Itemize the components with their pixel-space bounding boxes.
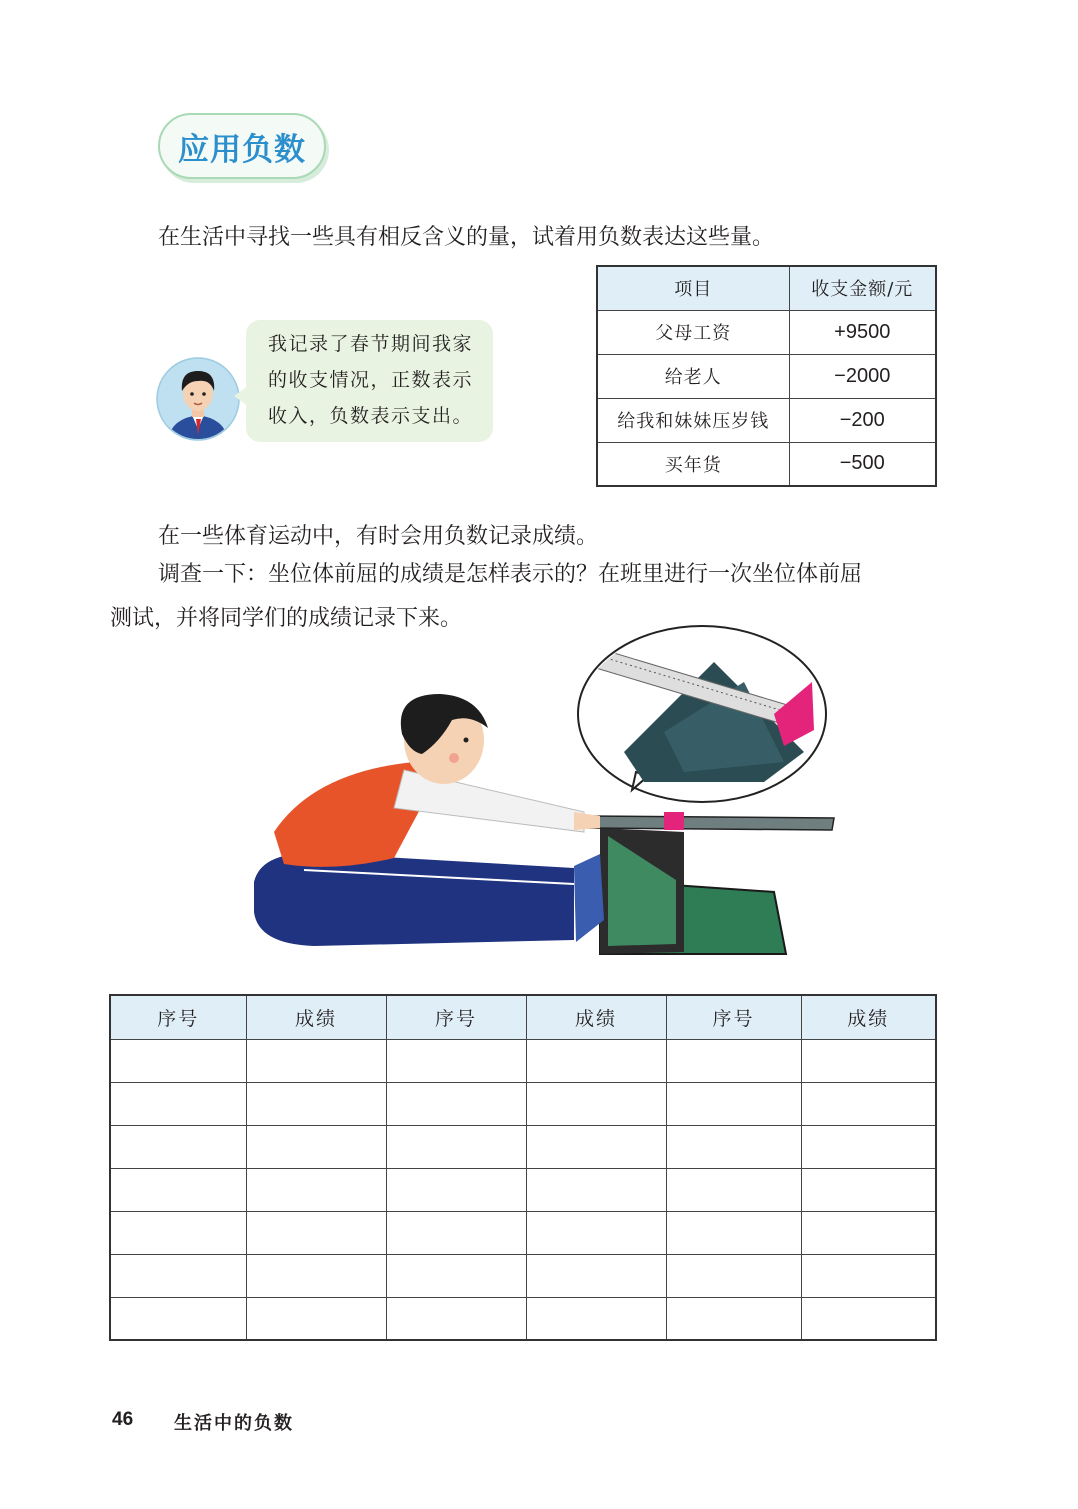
item-cell: 给老人 [597,354,789,398]
score-cell[interactable] [526,1168,666,1211]
score-cell[interactable] [246,1082,386,1125]
score-cell[interactable] [801,1082,936,1125]
table-row [110,1125,936,1168]
number-cell[interactable] [386,1125,526,1168]
table-row [110,1297,936,1340]
score-cell[interactable] [246,1211,386,1254]
table-row [597,398,936,442]
score-record-table [109,994,937,1341]
column-header-score: 成绩 [801,995,936,1039]
item-cell: 父母工资 [597,310,789,354]
score-cell[interactable] [801,1254,936,1297]
column-header-item: 项目 [597,266,789,310]
intro-text: 在生活中寻找一些具有相反含义的量，试着用负数表达这些量。 [158,225,775,250]
section-title: 应用负数 [158,113,326,179]
column-header-number: 序号 [110,995,246,1039]
score-cell[interactable] [801,1211,936,1254]
number-cell[interactable] [386,1039,526,1082]
income-expense-table [596,265,937,487]
item-cell: 买年货 [597,442,789,486]
score-cell[interactable] [801,1039,936,1082]
item-cell: 给我和妹妹压岁钱 [597,398,789,442]
number-cell[interactable] [666,1039,801,1082]
number-cell[interactable] [110,1168,246,1211]
number-cell[interactable] [110,1125,246,1168]
number-cell[interactable] [666,1254,801,1297]
score-cell[interactable] [246,1254,386,1297]
table-row [110,1039,936,1082]
number-cell[interactable] [666,1082,801,1125]
score-cell[interactable] [246,1297,386,1340]
table-row [110,1254,936,1297]
speech-bubble-tail [234,386,248,406]
number-cell[interactable] [386,1168,526,1211]
number-cell[interactable] [666,1168,801,1211]
number-cell[interactable] [386,1211,526,1254]
boy-avatar [156,357,240,441]
table-row [110,1082,936,1125]
score-cell[interactable] [526,1297,666,1340]
column-header-score: 成绩 [526,995,666,1039]
survey-text-line1: 调查一下：坐位体前屈的成绩是怎样表示的？在班里进行一次坐位体前屈 [158,562,863,587]
sit-and-reach-illustration [244,622,840,962]
amount-cell: +9500 [789,310,936,354]
number-cell[interactable] [110,1254,246,1297]
table-row [597,442,936,486]
score-cell[interactable] [526,1082,666,1125]
number-cell[interactable] [110,1297,246,1340]
score-cell[interactable] [246,1039,386,1082]
number-cell[interactable] [386,1254,526,1297]
table-row [597,310,936,354]
score-table-body [110,1039,936,1340]
score-cell[interactable] [526,1211,666,1254]
score-cell[interactable] [246,1125,386,1168]
table-row [597,354,936,398]
column-header-amount: 收支金额/元 [789,266,936,310]
number-cell[interactable] [110,1211,246,1254]
score-cell[interactable] [801,1297,936,1340]
column-header-number: 序号 [666,995,801,1039]
amount-cell: −500 [789,442,936,486]
score-cell[interactable] [526,1254,666,1297]
speech-bubble-text: 我记录了春节期间我家 的收支情况，正数表示 收入，负数表示支出。 [268,333,474,427]
score-cell[interactable] [801,1168,936,1211]
column-header-number: 序号 [386,995,526,1039]
number-cell[interactable] [666,1297,801,1340]
page-number: 46 [112,1409,134,1430]
survey-text-line2: 测试，并将同学们的成绩记录下来。 [110,606,463,631]
score-cell[interactable] [801,1125,936,1168]
column-header-score: 成绩 [246,995,386,1039]
amount-cell: −2000 [789,354,936,398]
table-row [110,1211,936,1254]
number-cell[interactable] [386,1297,526,1340]
table-row [110,1168,936,1211]
number-cell[interactable] [666,1211,801,1254]
score-cell[interactable] [526,1125,666,1168]
number-cell[interactable] [386,1082,526,1125]
number-cell[interactable] [666,1125,801,1168]
chapter-title: 生活中的负数 [174,1413,294,1434]
amount-cell: −200 [789,398,936,442]
score-cell[interactable] [526,1039,666,1082]
sports-text: 在一些体育运动中，有时会用负数记录成绩。 [158,524,599,549]
score-cell[interactable] [246,1168,386,1211]
number-cell[interactable] [110,1039,246,1082]
number-cell[interactable] [110,1082,246,1125]
